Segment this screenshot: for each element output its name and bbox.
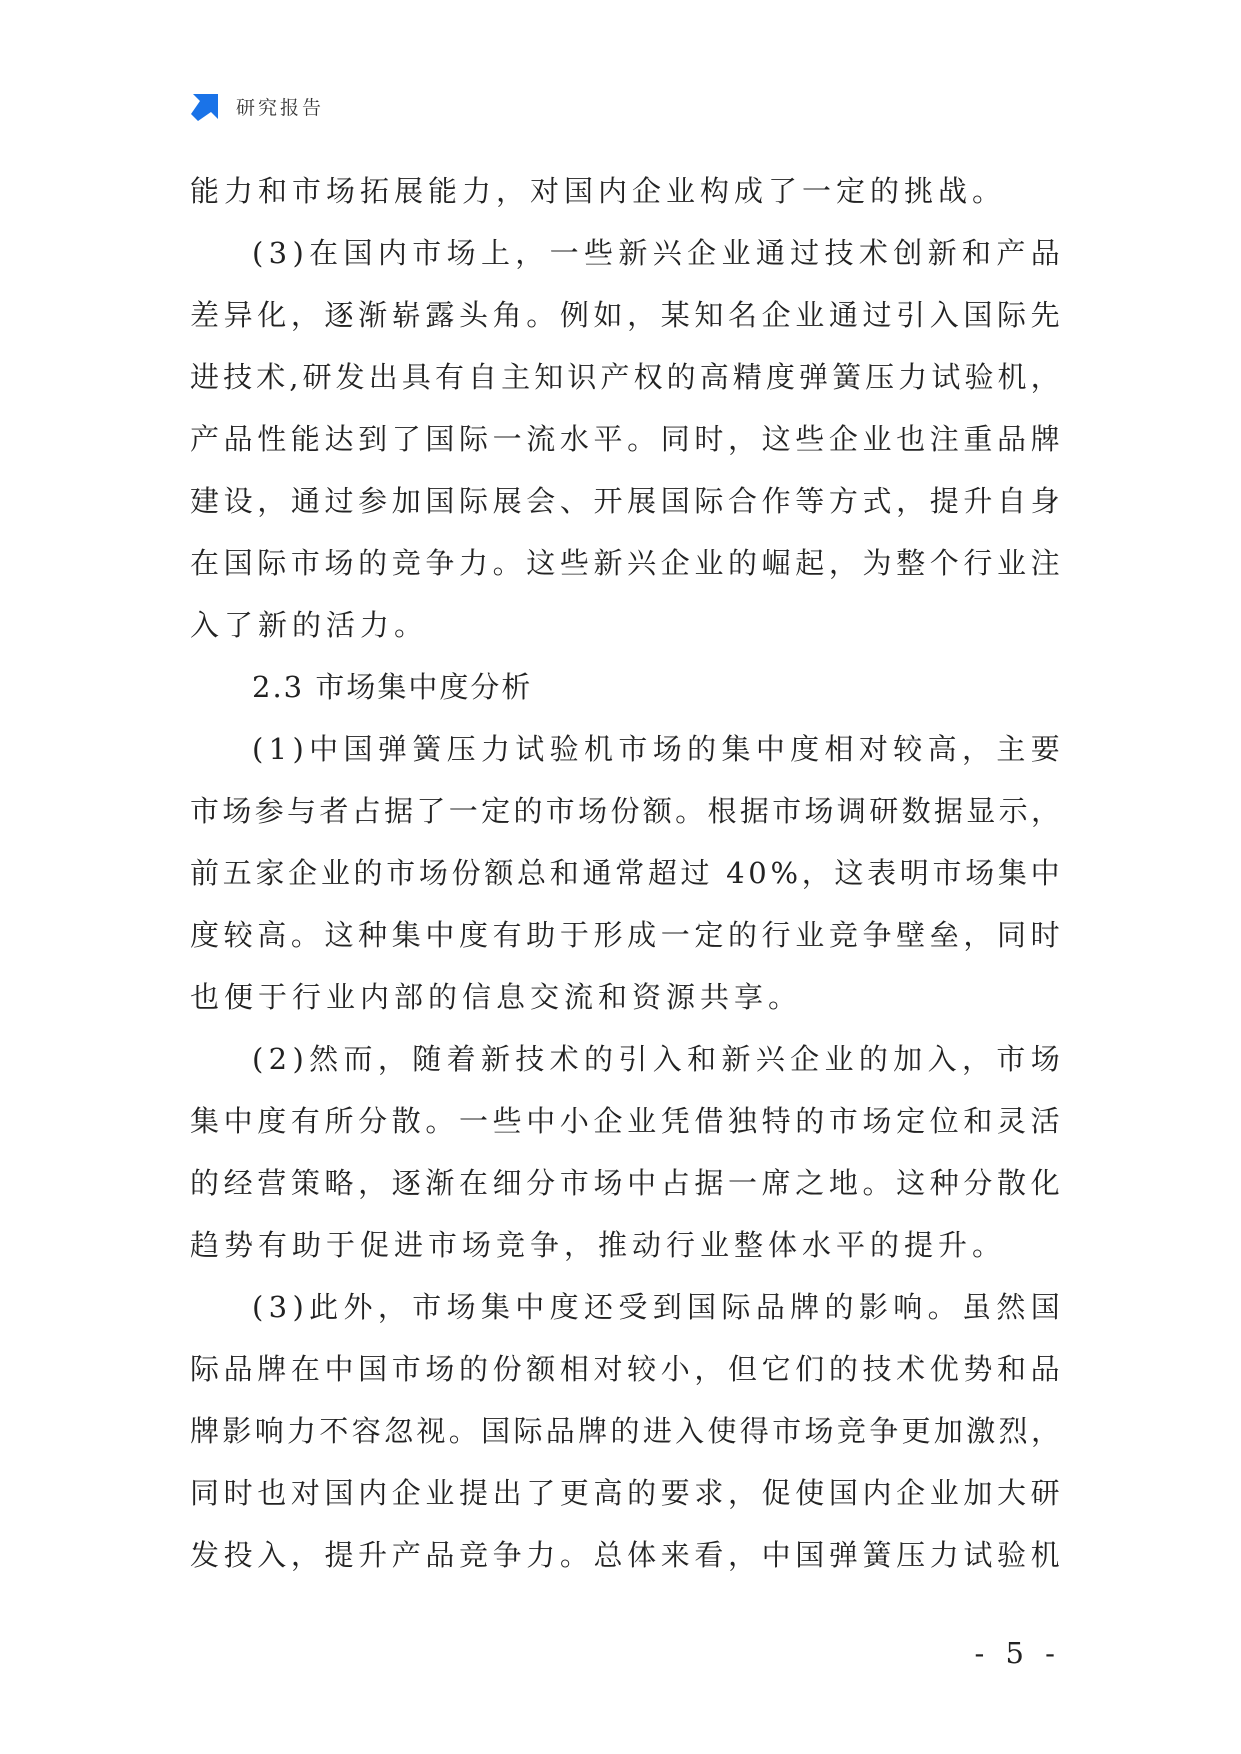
paragraph-line: 差 异 化 ， 逐 渐 崭 露 头 角 。 例 如 ， 某 知 名 企 业 通 过 引 入 国 际 先: [190, 298, 1060, 332]
header-title: 研究报告: [236, 96, 325, 119]
paragraph-line: ( 3 ) 在 国 内 市 场 上 ， 一 些 新 兴 企 业 通 过 技 术 创 新 和 产 品: [252, 236, 1060, 270]
paragraph-line: 发 投 入 ， 提 升 产 品 竞 争 力 。 总 体 来 看 ， 中 国 弹 簧 压 力 试 验 机: [190, 1538, 1060, 1572]
paragraph-line: 入了新的活力。: [190, 608, 429, 642]
page-header: [190, 88, 324, 124]
paragraph-line: 进 技 术 , 研 发 出 具 有 自 主 知 识 产 权 的 高 精 度 弹 簧 压 力 试 验 机 ，: [190, 360, 1060, 394]
paragraph-line: 能力和市场拓展能力，对国内企业构成了一定的挑战。: [190, 174, 1007, 208]
arrow-up-right-icon: [190, 90, 222, 122]
section-heading: 2.3 市场集中度分析: [252, 670, 533, 704]
paragraph-line: 也便于行业内部的信息交流和资源共享。: [190, 980, 803, 1014]
paragraph-line: 市 场 参 与 者 占 据 了 一 定 的 市 场 份 额 。 根 据 市 场 调 研 数 据 显 示 ，: [190, 794, 1060, 828]
paragraph-line: ( 2 ) 然 而 ， 随 着 新 技 术 的 引 入 和 新 兴 企 业 的 加 入 ， 市 场: [252, 1042, 1060, 1076]
paragraph-line: 建 设 ， 通 过 参 加 国 际 展 会 、 开 展 国 际 合 作 等 方 式 ， 提 升 自 身: [190, 484, 1060, 518]
paragraph-line: 产 品 性 能 达 到 了 国 际 一 流 水 平 。 同 时 ， 这 些 企 业 也 注 重 品 牌: [190, 422, 1060, 456]
page-number: - 5 -: [974, 1636, 1061, 1670]
paragraph-line: 集 中 度 有 所 分 散 。 一 些 中 小 企 业 凭 借 独 特 的 市 场 定 位 和 灵 活: [190, 1104, 1060, 1138]
document-body: [190, 160, 1060, 1586]
paragraph-line: 同 时 也 对 国 内 企 业 提 出 了 更 高 的 要 求 ， 促 使 国 内 企 业 加 大 研: [190, 1476, 1060, 1510]
paragraph-line: ( 1 ) 中 国 弹 簧 压 力 试 验 机 市 场 的 集 中 度 相 对 较 高 ， 主 要: [252, 732, 1060, 766]
paragraph-line: ( 3 ) 此 外 ， 市 场 集 中 度 还 受 到 国 际 品 牌 的 影 响 。 虽 然 国: [252, 1290, 1060, 1324]
paragraph-line: 度 较 高 。 这 种 集 中 度 有 助 于 形 成 一 定 的 行 业 竞 争 壁 垒 ， 同 时: [190, 918, 1060, 952]
paragraph-line: 前 五 家 企 业 的 市 场 份 额 总 和 通 常 超 过 4 0 % ， 这 表 明 市 场 集 中: [190, 856, 1060, 890]
paragraph-line: 际 品 牌 在 中 国 市 场 的 份 额 相 对 较 小 ， 但 它 们 的 技 术 优 势 和 品: [190, 1352, 1060, 1386]
paragraph-line: 的 经 营 策 略 ， 逐 渐 在 细 分 市 场 中 占 据 一 席 之 地 。 这 种 分 散 化: [190, 1166, 1060, 1200]
paragraph-line: 趋势有助于促进市场竞争，推动行业整体水平的提升。: [190, 1228, 1007, 1262]
paragraph-line: 在 国 际 市 场 的 竞 争 力 。 这 些 新 兴 企 业 的 崛 起 ， 为 整 个 行 业 注: [190, 546, 1060, 580]
paragraph-line: 牌 影 响 力 不 容 忽 视 。 国 际 品 牌 的 进 入 使 得 市 场 竞 争 更 加 激 烈 ，: [190, 1414, 1060, 1448]
